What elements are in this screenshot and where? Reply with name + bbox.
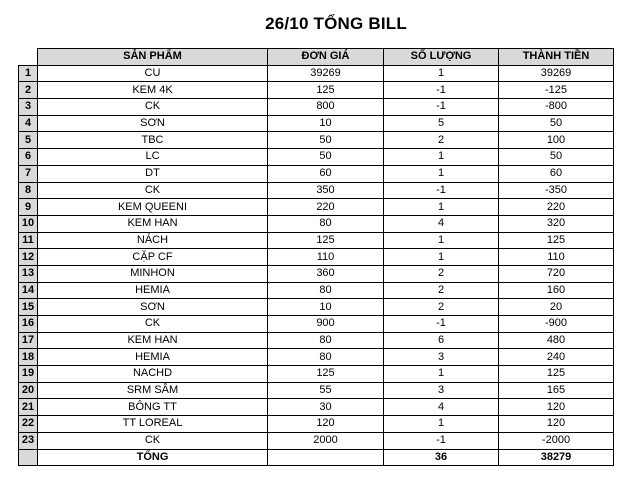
table-row [19, 82, 614, 99]
table-row [19, 215, 614, 232]
cell-product[interactable]: DT [38, 165, 268, 182]
cell-product[interactable]: HEMIA [38, 349, 268, 366]
cell-quantity[interactable]: 1 [384, 165, 499, 182]
cell-unit-price[interactable]: 125 [268, 82, 384, 99]
cell-unit-price[interactable]: 80 [268, 282, 384, 299]
table-row [19, 332, 614, 349]
cell-quantity[interactable]: 1 [384, 416, 499, 433]
cell-quantity[interactable]: 1 [384, 149, 499, 166]
cell-quantity[interactable]: 5 [384, 115, 499, 132]
header-row [19, 49, 614, 66]
total-line-total[interactable]: 38279 [499, 449, 614, 466]
row-index[interactable]: 18 [19, 349, 38, 366]
table-row [19, 366, 614, 383]
cell-quantity[interactable]: 2 [384, 265, 499, 282]
total-unit-price[interactable] [268, 449, 384, 466]
table-row [19, 399, 614, 416]
cell-quantity[interactable]: -1 [384, 182, 499, 199]
cell-unit-price[interactable]: 30 [268, 399, 384, 416]
cell-unit-price[interactable]: 350 [268, 182, 384, 199]
cell-unit-price[interactable]: 900 [268, 316, 384, 333]
total-row [19, 449, 614, 466]
cell-quantity[interactable]: 2 [384, 282, 499, 299]
cell-product[interactable]: BÔNG TT [38, 399, 268, 416]
cell-product[interactable]: CẶP CF [38, 249, 268, 266]
cell-line-total[interactable]: -900 [499, 316, 614, 333]
cell-line-total[interactable]: -125 [499, 82, 614, 99]
header-unit-price[interactable]: ĐƠN GIÁ [268, 49, 384, 66]
cell-product[interactable]: CK [38, 316, 268, 333]
cell-line-total[interactable]: 120 [499, 416, 614, 433]
cell-product[interactable]: NACHD [38, 366, 268, 383]
row-index[interactable]: 3 [19, 99, 38, 116]
row-index[interactable]: 12 [19, 249, 38, 266]
row-index[interactable]: 13 [19, 265, 38, 282]
table-row [19, 299, 614, 316]
bill-table [18, 48, 614, 466]
table-row [19, 149, 614, 166]
cell-quantity[interactable]: 1 [384, 199, 499, 216]
row-index[interactable]: 17 [19, 332, 38, 349]
row-index[interactable]: 23 [19, 432, 38, 449]
cell-quantity[interactable]: 3 [384, 349, 499, 366]
cell-line-total[interactable]: 160 [499, 282, 614, 299]
cell-product[interactable]: KEM HAN [38, 215, 268, 232]
cell-product[interactable]: TT LOREAL [38, 416, 268, 433]
cell-unit-price[interactable]: 50 [268, 149, 384, 166]
cell-quantity[interactable]: -1 [384, 82, 499, 99]
row-index[interactable]: 1 [19, 65, 38, 82]
cell-product[interactable]: SƠN [38, 299, 268, 316]
cell-unit-price[interactable]: 50 [268, 132, 384, 149]
cell-product[interactable]: KEM 4K [38, 82, 268, 99]
cell-quantity[interactable]: 1 [384, 366, 499, 383]
cell-product[interactable]: CK [38, 99, 268, 116]
cell-unit-price[interactable]: 80 [268, 349, 384, 366]
cell-line-total[interactable]: 60 [499, 165, 614, 182]
cell-unit-price[interactable]: 80 [268, 332, 384, 349]
cell-line-total[interactable]: 480 [499, 332, 614, 349]
bill-body [19, 65, 614, 466]
cell-product[interactable]: CK [38, 432, 268, 449]
row-index[interactable]: 10 [19, 215, 38, 232]
cell-line-total[interactable]: 720 [499, 265, 614, 282]
table-row [19, 265, 614, 282]
table-row [19, 165, 614, 182]
cell-quantity[interactable]: -1 [384, 99, 499, 116]
cell-product[interactable]: TBC [38, 132, 268, 149]
table-row [19, 232, 614, 249]
cell-quantity[interactable]: 2 [384, 132, 499, 149]
cell-quantity[interactable]: 1 [384, 65, 499, 82]
table-row [19, 349, 614, 366]
cell-product[interactable]: KEM QUEENI [38, 199, 268, 216]
cell-unit-price[interactable]: 2000 [268, 432, 384, 449]
cell-product[interactable]: CU [38, 65, 268, 82]
cell-line-total[interactable]: 120 [499, 399, 614, 416]
cell-quantity[interactable]: 2 [384, 299, 499, 316]
header-quantity[interactable]: SỐ LƯỢNG [384, 49, 499, 66]
cell-line-total[interactable]: 320 [499, 215, 614, 232]
cell-quantity[interactable]: 1 [384, 232, 499, 249]
cell-unit-price[interactable]: 60 [268, 165, 384, 182]
cell-unit-price[interactable]: 125 [268, 232, 384, 249]
row-index[interactable]: 9 [19, 199, 38, 216]
cell-line-total[interactable]: 50 [499, 149, 614, 166]
cell-unit-price[interactable]: 125 [268, 366, 384, 383]
cell-unit-price[interactable]: 800 [268, 99, 384, 116]
row-index[interactable]: 19 [19, 366, 38, 383]
cell-unit-price[interactable]: 220 [268, 199, 384, 216]
cell-product[interactable]: LC [38, 149, 268, 166]
cell-line-total[interactable]: 110 [499, 249, 614, 266]
cell-line-total[interactable]: 220 [499, 199, 614, 216]
cell-product[interactable]: NÁCH [38, 232, 268, 249]
total-label[interactable]: TỔNG [38, 449, 268, 466]
cell-line-total[interactable]: 240 [499, 349, 614, 366]
cell-line-total[interactable]: 125 [499, 366, 614, 383]
page-title: 26/10 TỔNG BILL [265, 14, 407, 33]
cell-unit-price[interactable]: 80 [268, 215, 384, 232]
table-row [19, 316, 614, 333]
row-index[interactable]: 5 [19, 132, 38, 149]
row-index[interactable]: 7 [19, 165, 38, 182]
row-index[interactable]: 4 [19, 115, 38, 132]
table-row [19, 65, 614, 82]
cell-quantity[interactable]: -1 [384, 432, 499, 449]
corner-cell [19, 49, 38, 66]
cell-unit-price[interactable]: 360 [268, 265, 384, 282]
cell-unit-price[interactable]: 10 [268, 299, 384, 316]
cell-quantity[interactable]: 1 [384, 249, 499, 266]
cell-unit-price[interactable]: 39269 [268, 65, 384, 82]
cell-line-total[interactable]: 39269 [499, 65, 614, 82]
cell-line-total[interactable]: -350 [499, 182, 614, 199]
cell-line-total[interactable]: 125 [499, 232, 614, 249]
cell-product[interactable]: KEM HAN [38, 332, 268, 349]
row-index[interactable]: 6 [19, 149, 38, 166]
cell-product[interactable]: SRM SÂM [38, 382, 268, 399]
cell-line-total[interactable]: 165 [499, 382, 614, 399]
row-index[interactable]: 16 [19, 316, 38, 333]
row-index[interactable]: 14 [19, 282, 38, 299]
table-row [19, 182, 614, 199]
total-quantity[interactable]: 36 [384, 449, 499, 466]
table-row [19, 132, 614, 149]
row-index[interactable]: 21 [19, 399, 38, 416]
header-product[interactable]: SẢN PHẨM [38, 49, 268, 66]
cell-quantity[interactable]: 6 [384, 332, 499, 349]
cell-line-total[interactable]: 100 [499, 132, 614, 149]
cell-product[interactable]: CK [38, 182, 268, 199]
cell-unit-price[interactable]: 120 [268, 416, 384, 433]
cell-line-total[interactable]: -2000 [499, 432, 614, 449]
cell-product[interactable]: MINHON [38, 265, 268, 282]
table-row [19, 199, 614, 216]
table-row [19, 115, 614, 132]
cell-line-total[interactable]: -800 [499, 99, 614, 116]
header-line-total[interactable]: THÀNH TIỀN [499, 49, 614, 66]
table-row [19, 432, 614, 449]
row-index[interactable]: 2 [19, 82, 38, 99]
table-row [19, 249, 614, 266]
cell-product[interactable]: SƠN [38, 115, 268, 132]
cell-quantity[interactable]: -1 [384, 316, 499, 333]
cell-quantity[interactable]: 4 [384, 215, 499, 232]
cell-quantity[interactable]: 3 [384, 382, 499, 399]
table-row [19, 382, 614, 399]
cell-unit-price[interactable]: 110 [268, 249, 384, 266]
cell-line-total[interactable]: 20 [499, 299, 614, 316]
row-index[interactable]: 11 [19, 232, 38, 249]
table-row [19, 99, 614, 116]
cell-unit-price[interactable]: 55 [268, 382, 384, 399]
cell-unit-price[interactable]: 10 [268, 115, 384, 132]
cell-quantity[interactable]: 4 [384, 399, 499, 416]
row-index[interactable]: 15 [19, 299, 38, 316]
cell-line-total[interactable]: 50 [499, 115, 614, 132]
cell-product[interactable]: HEMIA [38, 282, 268, 299]
row-index[interactable]: 22 [19, 416, 38, 433]
table-row [19, 282, 614, 299]
table-row [19, 416, 614, 433]
row-index[interactable]: 8 [19, 182, 38, 199]
row-index[interactable]: 20 [19, 382, 38, 399]
row-index-blank[interactable] [19, 449, 38, 466]
